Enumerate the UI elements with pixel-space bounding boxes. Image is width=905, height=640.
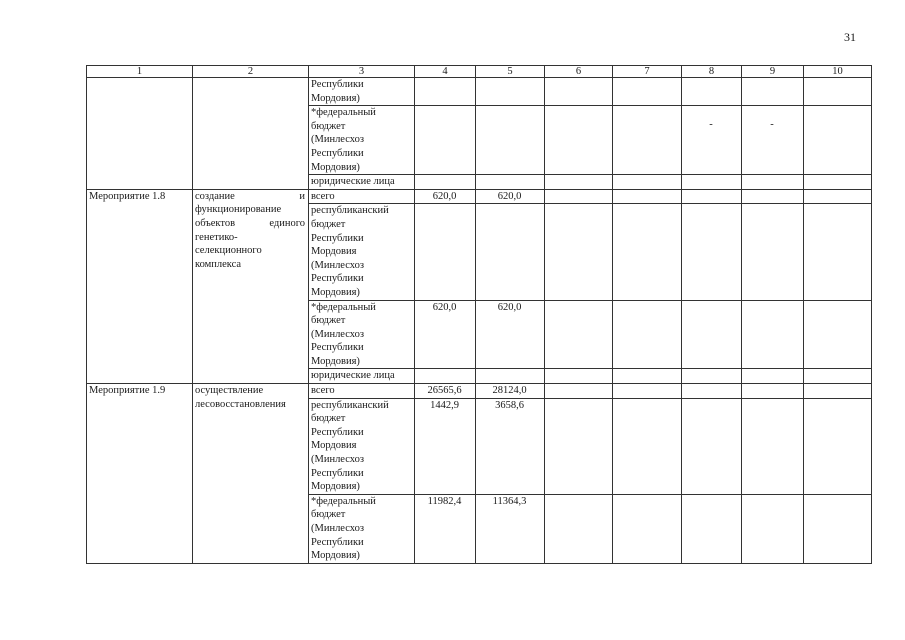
source-cell: *федеральный бюджет (Минлесхоз Республики Мордовия) <box>309 300 415 369</box>
value-cell <box>742 398 804 494</box>
value-cell: 28124,0 <box>476 384 545 399</box>
dash-mark: - <box>742 106 804 175</box>
value-cell: 620,0 <box>476 189 545 204</box>
source-cell: *федеральный бюджет (Минлесхоз Республики Мордовия) <box>309 494 415 563</box>
value-cell <box>742 175 804 190</box>
value-cell <box>613 189 682 204</box>
source-cell: республиканский бюджет Республики Мордовия (Минлесхоз Республики Мордовия) <box>309 398 415 494</box>
value-cell <box>682 175 742 190</box>
source-cell: Республики Мордовия) <box>309 78 415 106</box>
value-cell: 11982,4 <box>415 494 476 563</box>
value-cell <box>804 189 872 204</box>
value-cell <box>742 369 804 384</box>
value-cell <box>415 106 476 175</box>
value-cell <box>545 300 613 369</box>
event-cell <box>87 78 193 190</box>
value-cell <box>476 369 545 384</box>
value-cell <box>804 369 872 384</box>
value-cell <box>682 189 742 204</box>
value-cell <box>545 384 613 399</box>
value-cell: 620,0 <box>415 189 476 204</box>
col-header-10: 10 <box>804 66 872 78</box>
table-row <box>87 78 872 106</box>
value-cell <box>415 78 476 106</box>
value-cell <box>742 384 804 399</box>
description-cell <box>193 78 309 190</box>
col-header-7: 7 <box>613 66 682 78</box>
value-cell <box>804 494 872 563</box>
value-cell <box>415 175 476 190</box>
value-cell: 26565,6 <box>415 384 476 399</box>
value-cell <box>476 175 545 190</box>
value-cell: 620,0 <box>415 300 476 369</box>
value-cell <box>804 384 872 399</box>
value-cell <box>613 369 682 384</box>
value-cell <box>545 175 613 190</box>
value-cell <box>545 189 613 204</box>
source-cell: юридические лица <box>309 175 415 190</box>
value-cell <box>742 189 804 204</box>
value-cell <box>682 300 742 369</box>
source-cell: *федеральный бюджет (Минлесхоз Республики Мордовия) <box>309 106 415 175</box>
description-cell: осуществление лесовосстановления <box>193 384 309 564</box>
col-header-9: 9 <box>742 66 804 78</box>
value-cell <box>613 204 682 300</box>
value-cell <box>682 384 742 399</box>
col-header-6: 6 <box>545 66 613 78</box>
value-cell <box>682 398 742 494</box>
value-cell <box>613 494 682 563</box>
value-cell: 3658,6 <box>476 398 545 494</box>
source-cell: всего <box>309 189 415 204</box>
description-cell: создание и функционирование объектов единого генетико- селекционного комплекса <box>193 189 309 383</box>
value-cell <box>804 175 872 190</box>
value-cell <box>545 369 613 384</box>
value-cell <box>545 494 613 563</box>
value-cell <box>476 78 545 106</box>
value-cell <box>613 398 682 494</box>
value-cell <box>545 106 613 175</box>
event-cell: Мероприятие 1.8 <box>87 189 193 383</box>
source-cell: всего <box>309 384 415 399</box>
budget-table <box>86 65 872 564</box>
event-cell: Мероприятие 1.9 <box>87 384 193 564</box>
value-cell <box>545 398 613 494</box>
value-cell <box>545 204 613 300</box>
col-header-3: 3 <box>309 66 415 78</box>
value-cell <box>742 78 804 106</box>
value-cell <box>545 78 613 106</box>
col-header-4: 4 <box>415 66 476 78</box>
value-cell <box>613 384 682 399</box>
value-cell <box>613 175 682 190</box>
value-cell <box>804 398 872 494</box>
value-cell <box>804 300 872 369</box>
table-row <box>87 189 872 204</box>
source-cell: республиканский бюджет Республики Мордовия (Минлесхоз Республики Мордовия) <box>309 204 415 300</box>
col-header-1: 1 <box>87 66 193 78</box>
header-row <box>87 66 872 78</box>
col-header-8: 8 <box>682 66 742 78</box>
page-number: 31 <box>844 30 856 44</box>
value-cell <box>742 494 804 563</box>
value-cell <box>804 78 872 106</box>
value-cell <box>682 494 742 563</box>
value-cell <box>682 369 742 384</box>
value-cell <box>682 78 742 106</box>
value-cell <box>613 300 682 369</box>
value-cell <box>415 204 476 300</box>
value-cell <box>476 204 545 300</box>
value-cell: 620,0 <box>476 300 545 369</box>
value-cell <box>476 106 545 175</box>
table-row <box>87 384 872 399</box>
dash-mark: - <box>682 106 742 175</box>
col-header-5: 5 <box>476 66 545 78</box>
value-cell <box>742 300 804 369</box>
col-header-2: 2 <box>193 66 309 78</box>
value-cell <box>682 204 742 300</box>
value-cell: 1442,9 <box>415 398 476 494</box>
value-cell <box>415 369 476 384</box>
value-cell: 11364,3 <box>476 494 545 563</box>
value-cell <box>804 204 872 300</box>
value-cell <box>742 204 804 300</box>
value-cell <box>613 106 682 175</box>
value-cell <box>804 106 872 175</box>
source-cell: юридические лица <box>309 369 415 384</box>
value-cell <box>613 78 682 106</box>
